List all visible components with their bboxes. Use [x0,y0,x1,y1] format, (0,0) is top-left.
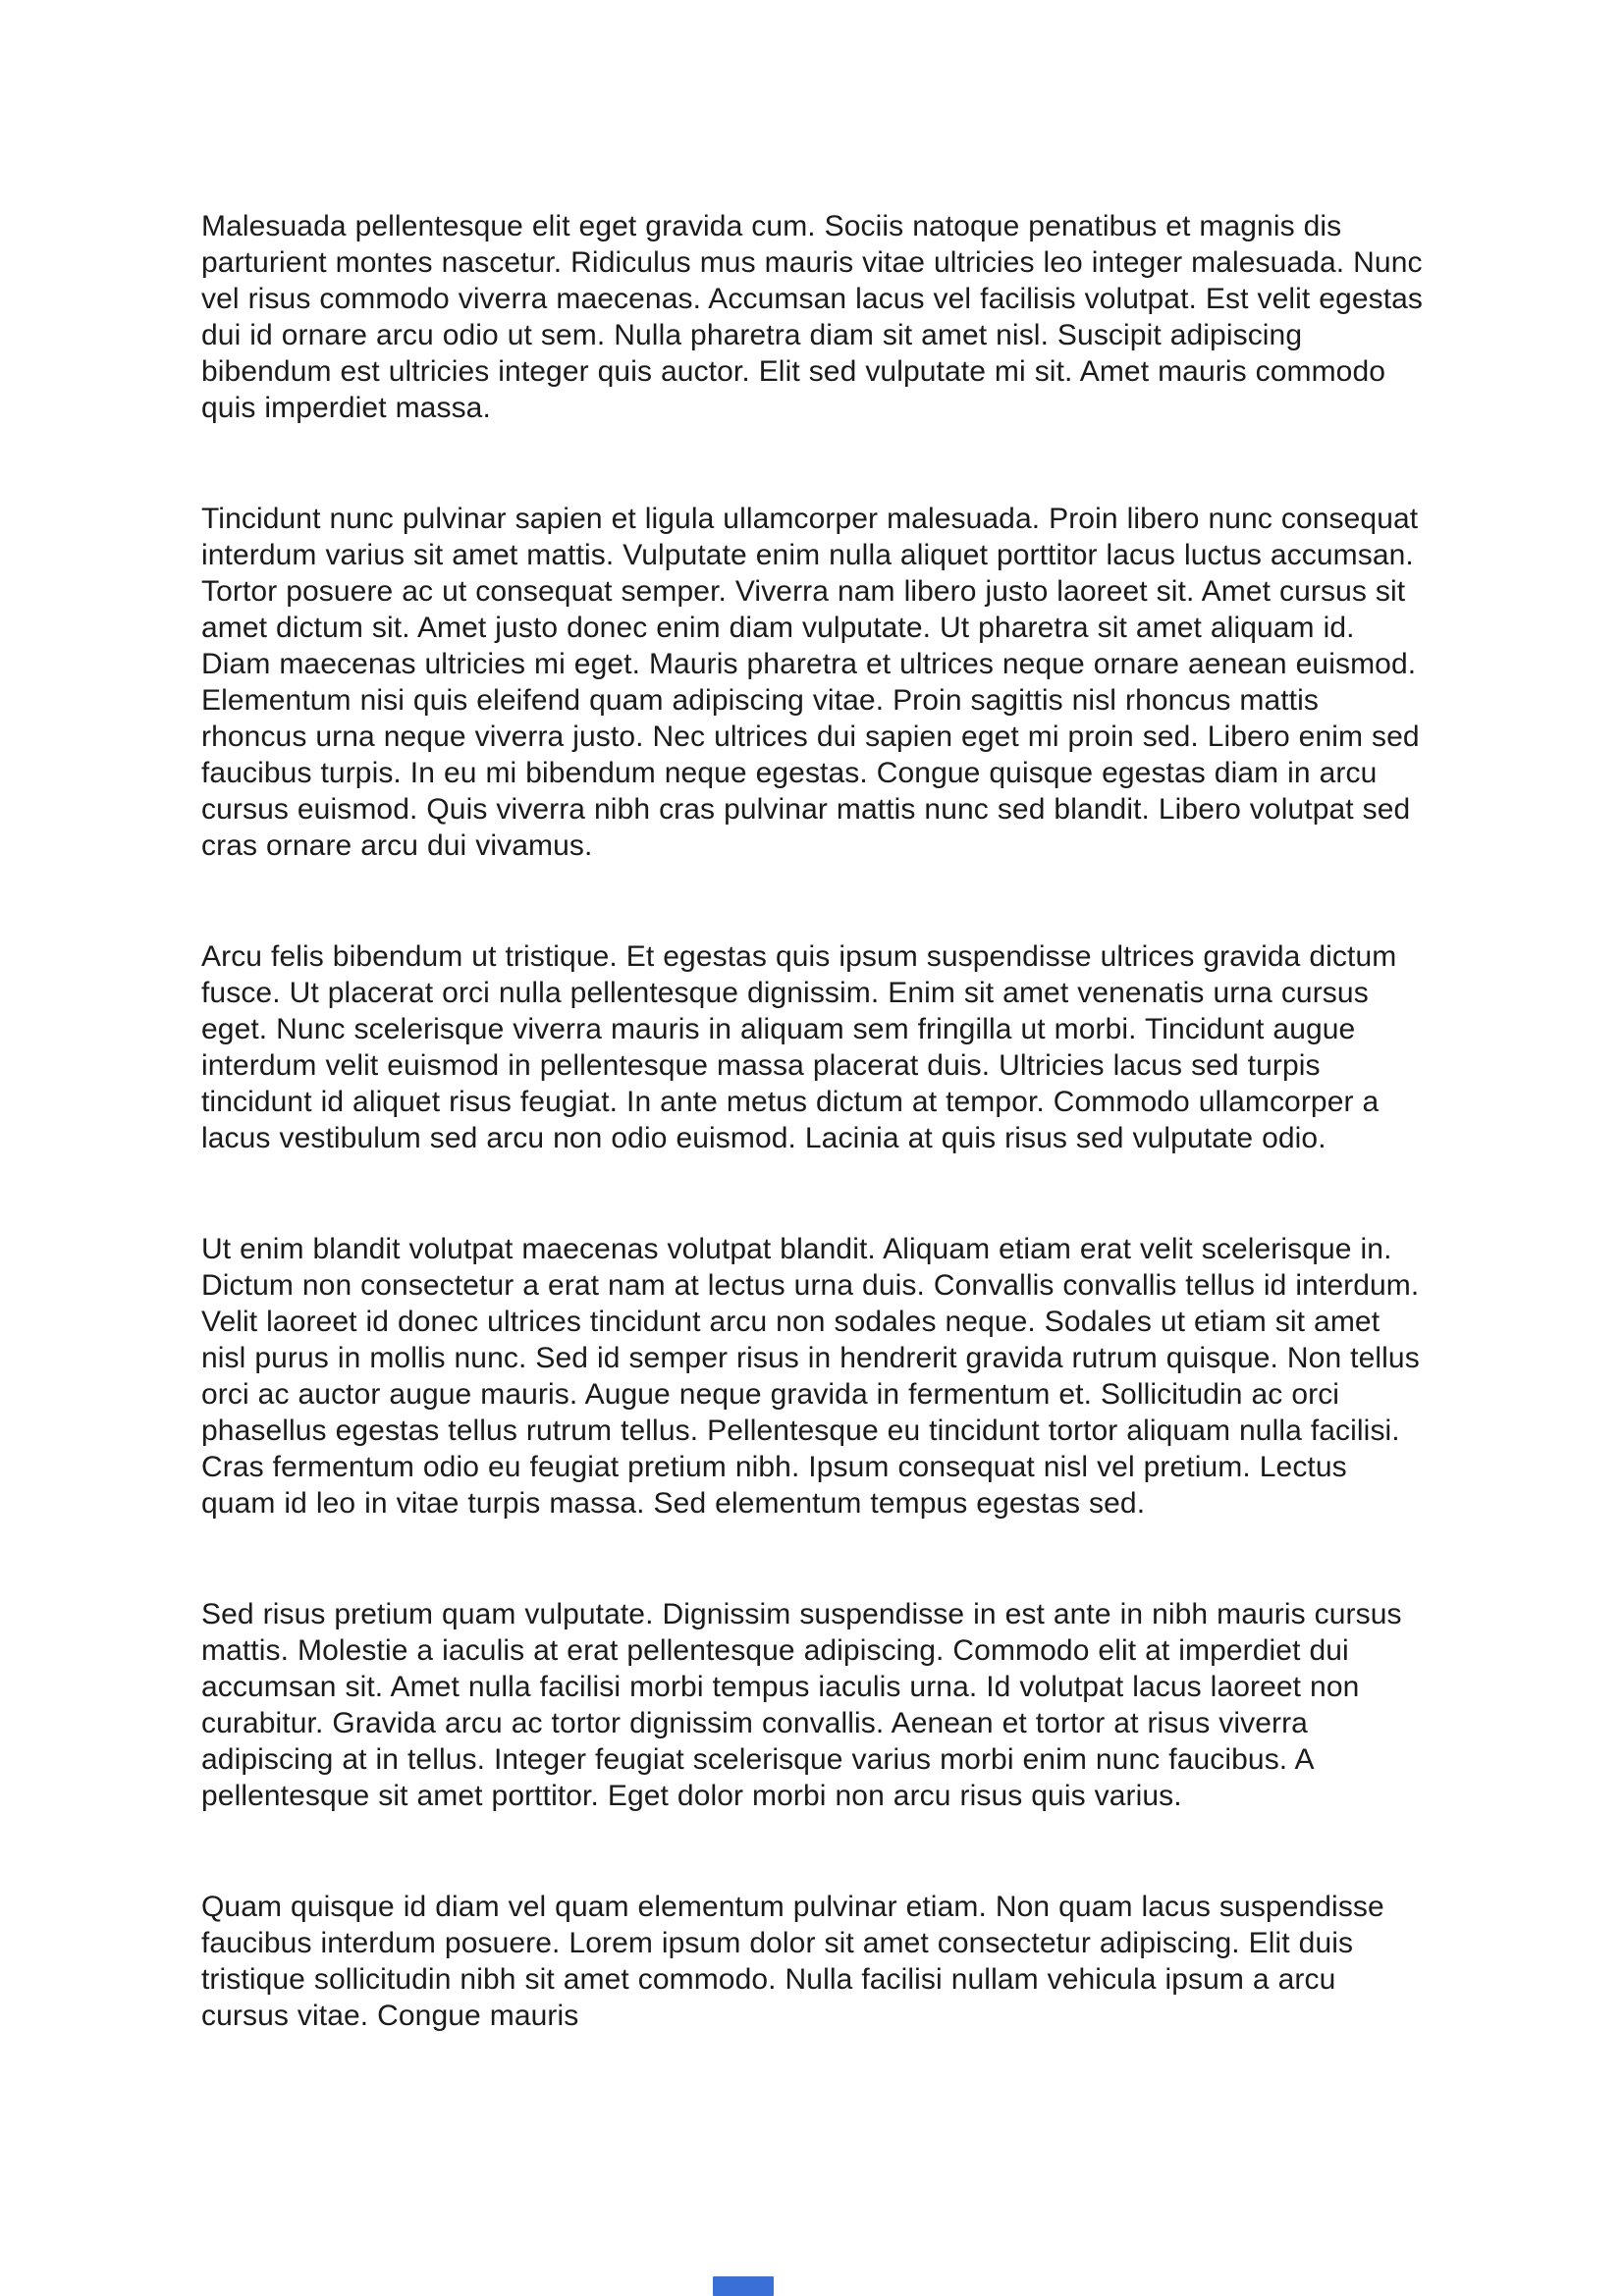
text-body [201,208,1429,2034]
paragraph-4: Ut enim blandit volutpat maecenas volutpat blandit. Aliquam etiam erat velit scelerisque in. Dictum non consectetur a erat nam at lectus urna duis. Convallis convallis tellus id interdum. Velit laoreet id donec ultrices tincidunt arcu non sodales neque. Sodales ut etiam sit amet nisl purus in mollis nunc. Sed id semper risus in hendrerit gravida rutrum quisque. Non tellus orci ac auctor augue mauris. Augue neque gravida in fermentum et. Sollicitudin ac orci phasellus egestas tellus rutrum tellus. Pellentesque eu tincidunt tortor aliquam nulla facilisi. Cras fermentum odio eu feugiat pretium nibh. Ipsum consequat nisl vel pretium. Lectus quam id leo in vitae turpis massa. Sed elementum tempus egestas sed. [201,1233,1420,1520]
paragraph-6: Quam quisque id diam vel quam elementum pulvinar etiam. Non quam lacus suspendisse faucibus interdum posuere. Lorem ipsum dolor sit amet consectetur adipiscing. Elit duis tristique sollicitudin nibh sit amet commodo. Nulla facilisi nullam vehicula ipsum a arcu cursus vitae. Congue mauris [201,1891,1384,2032]
cutoff-highlight-fragment [713,2276,774,2296]
paragraph-3: Arcu felis bibendum ut tristique. Et egestas quis ipsum suspendisse ultrices gravida dictum fusce. Ut placerat orci nulla pellentesque dignissim. Enim sit amet venenatis urna cursus eget. Nunc scelerisque viverra mauris in aliquam sem fringilla ut morbi. Tincidunt augue interdum velit euismod in pellentesque massa placerat duis. Ultricies lacus sed turpis tincidunt id aliquet risus feugiat. In ante metus dictum at tempor. Commodo ullamcorper a lacus vestibulum sed arcu non odio euismod. Lacinia at quis risus sed vulputate odio. [201,940,1397,1154]
paragraph-5: Sed risus pretium quam vulputate. Dignissim suspendisse in est ante in nibh mauris cursus mattis. Molestie a iaculis at erat pellentesque adipiscing. Commodo elit at imperdiet dui accumsan sit. Amet nulla facilisi morbi tempus iaculis urna. Id volutpat lacus laoreet non curabitur. Gravida arcu ac tortor dignissim convallis. Aenean et tortor at risus viverra adipiscing at in tellus. Integer feugiat scelerisque varius morbi enim nunc faucibus. A pellentesque sit amet porttitor. Eget dolor morbi non arcu risus quis varius. [201,1598,1402,1812]
paragraph-1: Malesuada pellentesque elit eget gravida cum. Sociis natoque penatibus et magnis dis parturient montes nascetur. Ridiculus mus mauris vitae ultricies leo integer malesuada. Nunc vel risus commodo viverra maecenas. Accumsan lacus vel facilisis volutpat. Est velit egestas dui id ornare arcu odio ut sem. Nulla pharetra diam sit amet nisl. Suscipit adipiscing bibendum est ultricies integer quis auctor. Elit sed vulputate mi sit. Amet mauris commodo quis imperdiet massa. [201,210,1424,424]
paragraph-2: Tincidunt nunc pulvinar sapien et ligula ullamcorper malesuada. Proin libero nunc consequat interdum varius sit amet mattis. Vulputate enim nulla aliquet porttitor lacus luctus accumsan. Tortor posuere ac ut consequat semper. Viverra nam libero justo laoreet sit. Amet cursus sit amet dictum sit. Amet justo donec enim diam vulputate. Ut pharetra sit amet aliquam id. Diam maecenas ultricies mi eget. Mauris pharetra et ultrices neque ornare aenean euismod. Elementum nisi quis eleifend quam adipiscing vitae. Proin sagittis nisl rhoncus mattis rhoncus urna neque viverra justo. Nec ultrices dui sapien eget mi proin sed. Libero enim sed faucibus turpis. In eu mi bibendum neque egestas. Congue quisque egestas diam in arcu cursus euismod. Quis viverra nibh cras pulvinar mattis nunc sed blandit. Libero volutpat sed cras ornare arcu dui vivamus. [201,503,1420,862]
